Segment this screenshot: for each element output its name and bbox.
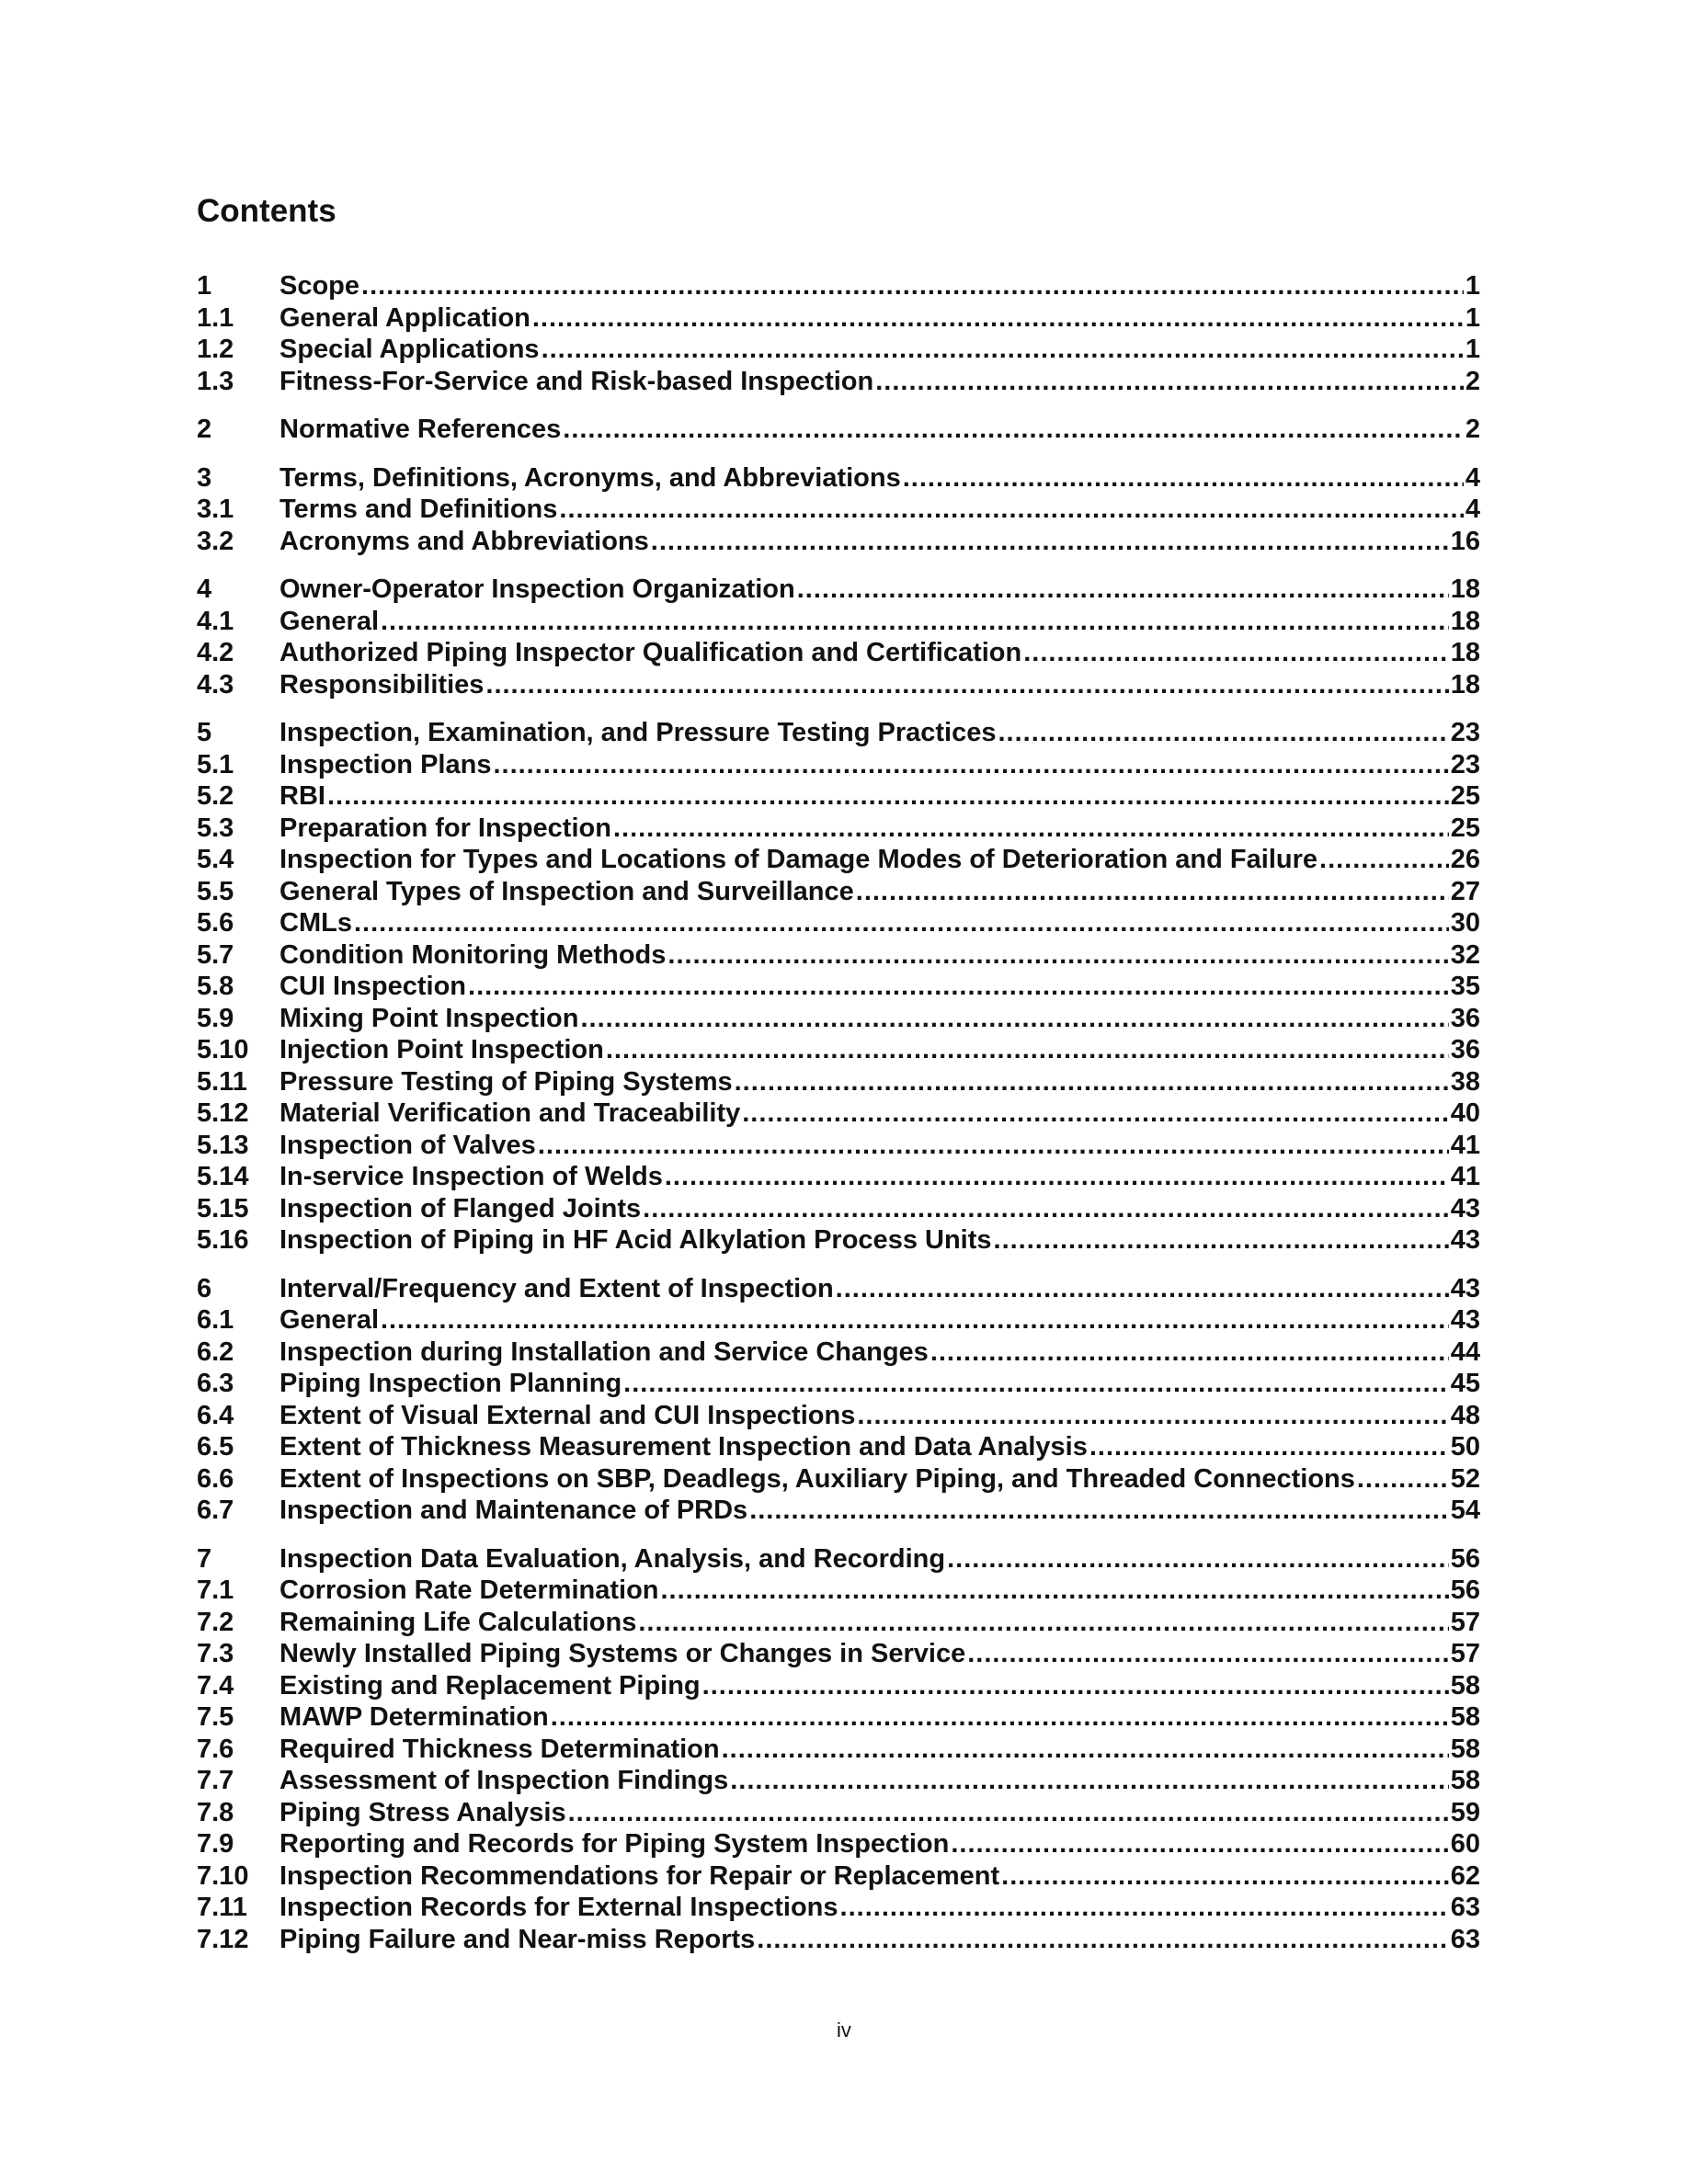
- toc-entry[interactable]: [197, 1765, 1480, 1797]
- toc-entry[interactable]: [197, 1224, 1480, 1257]
- toc-entry-page[interactable]: 1: [1465, 302, 1480, 333]
- toc-entry-page[interactable]: 1: [1465, 271, 1480, 301]
- toc-entry-number: 4.1: [197, 606, 234, 636]
- toc-entry[interactable]: [197, 366, 1480, 398]
- toc-entry-page[interactable]: 26: [1450, 845, 1480, 874]
- toc-entry-title[interactable]: Extent of Visual External and CUI Inspections: [279, 1400, 856, 1430]
- toc-entry-title[interactable]: CUI Inspection: [279, 972, 467, 1001]
- toc-entry[interactable]: [197, 1701, 1480, 1734]
- toc-entry[interactable]: [197, 1161, 1480, 1193]
- toc-entry-number: 5.15: [197, 1193, 249, 1223]
- toc-entry[interactable]: [197, 1892, 1480, 1924]
- toc-entry-number: 1.2: [197, 335, 234, 364]
- toc-entry-title[interactable]: Inspection during Installation and Service Changes: [279, 1337, 929, 1367]
- toc-entry-number: 7.5: [197, 1702, 234, 1732]
- toc-entry-number: 5: [197, 718, 212, 747]
- toc-entry-title[interactable]: Responsibilities: [279, 669, 485, 700]
- toc-entry-page[interactable]: 18: [1450, 606, 1480, 636]
- toc-entry-title[interactable]: Piping Inspection Planning: [279, 1369, 622, 1398]
- toc-dot-leader: [485, 669, 1448, 701]
- toc-entry-title[interactable]: Normative References: [279, 415, 562, 444]
- toc-dot-leader: [967, 1638, 1449, 1670]
- toc-entry[interactable]: [197, 462, 1480, 495]
- toc-entry-title[interactable]: Piping Stress Analysis: [279, 1797, 566, 1827]
- toc-entry-page[interactable]: 35: [1450, 972, 1480, 1001]
- toc-entry-title[interactable]: General: [279, 1305, 379, 1335]
- toc-dot-leader: [559, 494, 1463, 526]
- toc-dot-leader: [638, 1607, 1448, 1639]
- toc-entry-title[interactable]: Inspection and Maintenance of PRDs: [279, 1496, 748, 1525]
- toc-dot-leader: [643, 1193, 1449, 1225]
- toc-entry-title[interactable]: Fitness-For-Service and Risk-based Inspection: [279, 366, 874, 396]
- toc-section-group: [197, 1543, 1480, 1956]
- toc-entry-page[interactable]: 52: [1450, 1463, 1480, 1494]
- toc-entry-number: 4.2: [197, 638, 234, 667]
- toc-dot-leader: [542, 334, 1464, 366]
- toc-entry-title[interactable]: Special Applications: [279, 335, 540, 364]
- toc-entry-page[interactable]: 59: [1450, 1797, 1480, 1827]
- toc-entry[interactable]: [197, 1337, 1480, 1369]
- toc-dot-leader: [1023, 637, 1449, 669]
- toc-dot-leader: [1319, 844, 1449, 876]
- page-number: iv: [837, 2019, 851, 2042]
- toc-entry-page[interactable]: 43: [1450, 1305, 1480, 1335]
- toc-dot-leader: [875, 366, 1464, 398]
- toc-entry-number: 5.6: [197, 908, 234, 938]
- toc-entry-number: 7.8: [197, 1797, 234, 1827]
- toc-entry-number: 4: [197, 574, 212, 604]
- toc-entry-title[interactable]: Extent of Thickness Measurement Inspection and Data Analysis: [279, 1432, 1088, 1462]
- toc-entry-page[interactable]: 32: [1450, 939, 1480, 970]
- toc-dot-leader: [730, 1765, 1448, 1797]
- toc-dot-leader: [1089, 1431, 1449, 1463]
- toc-dot-leader: [580, 1003, 1448, 1035]
- toc-entry[interactable]: [197, 606, 1480, 638]
- toc-entry-title[interactable]: Preparation for Inspection: [279, 813, 611, 843]
- toc-dot-leader: [797, 574, 1449, 606]
- toc-entry[interactable]: [197, 844, 1480, 876]
- toc-entry[interactable]: [197, 1034, 1480, 1066]
- toc-entry-page[interactable]: 38: [1450, 1066, 1480, 1097]
- toc-entry[interactable]: [197, 749, 1480, 781]
- toc-entry-title[interactable]: Mixing Point Inspection: [279, 1003, 579, 1033]
- toc-dot-leader: [354, 907, 1449, 939]
- toc-entry-title[interactable]: Reporting and Records for Piping System Inspection: [279, 1829, 950, 1859]
- toc-entry-number: 3.2: [197, 526, 234, 556]
- toc-entry[interactable]: [197, 876, 1480, 908]
- toc-entry-title[interactable]: Acronyms and Abbreviations: [279, 526, 649, 556]
- toc-entry-page[interactable]: 44: [1450, 1337, 1480, 1367]
- toc-entry-title[interactable]: General: [279, 606, 379, 636]
- toc-entry-number: 5.8: [197, 972, 234, 1001]
- toc-entry-page[interactable]: 58: [1450, 1670, 1480, 1701]
- toc-entry[interactable]: [197, 1368, 1480, 1400]
- toc-entry-title[interactable]: Material Verification and Traceability: [279, 1098, 741, 1128]
- toc-dot-leader: [381, 1304, 1449, 1337]
- toc-dot-leader: [551, 1701, 1449, 1734]
- toc-entry-number: 7.3: [197, 1639, 234, 1668]
- toc-entry-number: 6.1: [197, 1305, 234, 1335]
- toc-entry-page[interactable]: 27: [1450, 876, 1480, 906]
- toc-dot-leader: [998, 717, 1449, 749]
- toc-dot-leader: [951, 1828, 1448, 1860]
- toc-dot-leader: [538, 1130, 1449, 1162]
- toc-dot-leader: [994, 1224, 1449, 1257]
- toc-entry-page[interactable]: 36: [1450, 1003, 1480, 1033]
- toc-entry-title[interactable]: CMLs: [279, 908, 352, 938]
- toc-entry-page[interactable]: 43: [1450, 1273, 1480, 1303]
- toc-dot-leader: [606, 1034, 1449, 1066]
- toc-entry-title[interactable]: Assessment of Inspection Findings: [279, 1766, 729, 1795]
- toc-dot-leader: [903, 462, 1464, 495]
- toc-entry-page[interactable]: 18: [1450, 638, 1480, 667]
- toc-entry-page[interactable]: 41: [1450, 1130, 1480, 1160]
- toc-dot-leader: [757, 1924, 1448, 1956]
- toc-dot-leader: [381, 606, 1449, 638]
- toc-entry-title[interactable]: Injection Point Inspection: [279, 1035, 604, 1064]
- toc-dot-leader: [361, 270, 1464, 302]
- toc-dot-leader: [930, 1337, 1449, 1369]
- toc-entry-number: 6.2: [197, 1337, 234, 1367]
- toc-entry[interactable]: [197, 1003, 1480, 1035]
- toc-entry-title[interactable]: Condition Monitoring Methods: [279, 939, 667, 970]
- toc-dot-leader: [327, 780, 1449, 813]
- page-title: Contents: [197, 193, 336, 229]
- toc-entry-number: 7.12: [197, 1924, 249, 1954]
- toc-entry[interactable]: [197, 334, 1480, 366]
- toc-entry[interactable]: [197, 1797, 1480, 1829]
- toc-entry-page[interactable]: 43: [1450, 1193, 1480, 1223]
- toc-dot-leader: [722, 1734, 1449, 1766]
- toc-dot-leader: [665, 1161, 1449, 1193]
- toc-entry-title[interactable]: Inspection Recommendations for Repair or Replacement: [279, 1860, 1000, 1891]
- toc-entry-page[interactable]: 58: [1450, 1734, 1480, 1764]
- toc-section-group: [197, 270, 1480, 397]
- toc-dot-leader: [840, 1892, 1449, 1924]
- toc-entry[interactable]: [197, 669, 1480, 701]
- toc-entry[interactable]: [197, 1924, 1480, 1956]
- toc-entry-page[interactable]: 1: [1465, 335, 1480, 364]
- toc-entry[interactable]: [197, 907, 1480, 939]
- toc-dot-leader: [742, 1098, 1448, 1130]
- toc-entry-title[interactable]: Inspection of Flanged Joints: [279, 1193, 642, 1223]
- toc-entry-number: 7.7: [197, 1766, 234, 1795]
- toc-entry-number: 5.3: [197, 813, 234, 843]
- toc-entry-number: 6.5: [197, 1432, 234, 1462]
- toc-entry[interactable]: [197, 939, 1480, 972]
- toc-entry-number: 5.2: [197, 781, 234, 811]
- toc-dot-leader: [856, 876, 1449, 908]
- toc-entry[interactable]: [197, 1304, 1480, 1337]
- toc-entry-title[interactable]: Inspection of Valves: [279, 1130, 536, 1160]
- toc-entry-title[interactable]: Inspection Plans: [279, 749, 492, 779]
- toc-entry-page[interactable]: 56: [1450, 1575, 1480, 1605]
- toc-entry-number: 1.1: [197, 302, 234, 333]
- toc-dot-leader: [749, 1495, 1449, 1527]
- toc-entry-page[interactable]: 36: [1450, 1035, 1480, 1064]
- toc-entry-number: 3.1: [197, 495, 234, 524]
- toc-entry[interactable]: [197, 1400, 1480, 1432]
- toc-entry-title[interactable]: Required Thickness Determination: [279, 1734, 720, 1764]
- toc-entry-number: 1.3: [197, 366, 234, 396]
- toc-entry-page[interactable]: 23: [1450, 718, 1480, 747]
- toc-entry[interactable]: [197, 494, 1480, 526]
- toc-entry-page[interactable]: 4: [1465, 462, 1480, 493]
- toc-entry[interactable]: [197, 1273, 1480, 1305]
- table-of-contents: [197, 270, 1480, 1972]
- toc-dot-leader: [1357, 1463, 1449, 1496]
- toc-entry-page[interactable]: 25: [1450, 813, 1480, 843]
- toc-entry-title[interactable]: MAWP Determination: [279, 1702, 549, 1732]
- toc-entry-page[interactable]: 43: [1450, 1225, 1480, 1255]
- toc-entry-title[interactable]: Corrosion Rate Determination: [279, 1575, 659, 1605]
- toc-entry[interactable]: [197, 1098, 1480, 1130]
- toc-entry[interactable]: [197, 971, 1480, 1003]
- toc-entry-title[interactable]: Inspection for Types and Locations of Damage Modes of Deterioration and Failure: [279, 845, 1318, 874]
- toc-section-group: [197, 1273, 1480, 1527]
- toc-entry-number: 7.6: [197, 1734, 234, 1764]
- toc-entry-title[interactable]: RBI: [279, 781, 325, 811]
- toc-entry-title[interactable]: Interval/Frequency and Extent of Inspection: [279, 1273, 834, 1303]
- toc-entry-page[interactable]: 54: [1450, 1496, 1480, 1525]
- toc-entry[interactable]: [197, 1543, 1480, 1575]
- toc-entry-number: 6.4: [197, 1400, 234, 1430]
- toc-entry-number: 2: [197, 415, 212, 444]
- toc-entry[interactable]: [197, 1066, 1480, 1098]
- toc-entry[interactable]: [197, 780, 1480, 813]
- toc-entry-number: 6.3: [197, 1369, 234, 1398]
- toc-entry[interactable]: [197, 1130, 1480, 1162]
- toc-entry-number: 6: [197, 1273, 212, 1303]
- toc-dot-leader: [661, 1575, 1449, 1607]
- toc-entry-page[interactable]: 48: [1450, 1400, 1480, 1430]
- toc-entry[interactable]: [197, 1495, 1480, 1527]
- toc-entry[interactable]: [197, 414, 1480, 446]
- toc-dot-leader: [532, 302, 1464, 335]
- toc-entry-title[interactable]: General Application: [279, 302, 530, 333]
- toc-entry-page[interactable]: 45: [1450, 1369, 1480, 1398]
- toc-entry-number: 5.9: [197, 1003, 234, 1033]
- toc-entry-number: 3: [197, 462, 212, 493]
- toc-entry-title[interactable]: Newly Installed Piping Systems or Changes in Service: [279, 1639, 966, 1668]
- toc-entry[interactable]: [197, 1860, 1480, 1893]
- toc-entry-title[interactable]: Extent of Inspections on SBP, Deadlegs, Auxiliary Piping, and Threaded Connections: [279, 1463, 1355, 1494]
- toc-entry-number: 5.5: [197, 876, 234, 906]
- toc-entry-page[interactable]: 62: [1450, 1860, 1480, 1891]
- toc-entry-page[interactable]: 58: [1450, 1702, 1480, 1732]
- toc-entry-number: 5.14: [197, 1162, 249, 1191]
- toc-dot-leader: [702, 1670, 1449, 1702]
- toc-entry-title[interactable]: Scope: [279, 271, 360, 301]
- toc-entry-title[interactable]: Inspection of Piping in HF Acid Alkylation Process Units: [279, 1225, 992, 1255]
- toc-entry-number: 5.11: [197, 1066, 247, 1097]
- toc-entry-title[interactable]: Existing and Replacement Piping: [279, 1670, 701, 1701]
- toc-entry-title[interactable]: Inspection Records for External Inspections: [279, 1893, 838, 1922]
- toc-entry-number: 5.16: [197, 1225, 249, 1255]
- toc-entry[interactable]: [197, 1734, 1480, 1766]
- toc-entry-number: 7.11: [197, 1893, 247, 1922]
- toc-dot-leader: [563, 414, 1464, 446]
- toc-entry-number: 7.10: [197, 1860, 249, 1891]
- toc-entry-title[interactable]: Owner-Operator Inspection Organization: [279, 574, 795, 604]
- toc-entry-number: 7.1: [197, 1575, 234, 1605]
- toc-entry-title[interactable]: In-service Inspection of Welds: [279, 1162, 663, 1191]
- toc-entry[interactable]: [197, 717, 1480, 749]
- toc-dot-leader: [1001, 1860, 1449, 1893]
- toc-entry-page[interactable]: 16: [1450, 526, 1480, 556]
- toc-entry-number: 7.2: [197, 1607, 234, 1637]
- toc-entry-page[interactable]: 2: [1465, 366, 1480, 396]
- toc-entry[interactable]: [197, 637, 1480, 669]
- toc-entry-page[interactable]: 58: [1450, 1766, 1480, 1795]
- toc-entry[interactable]: [197, 270, 1480, 302]
- toc-entry-number: 6.7: [197, 1496, 234, 1525]
- toc-entry-page[interactable]: 57: [1450, 1607, 1480, 1637]
- toc-dot-leader: [623, 1368, 1449, 1400]
- toc-dot-leader: [735, 1066, 1449, 1098]
- toc-entry-title[interactable]: Inspection, Examination, and Pressure Testing Practices: [279, 718, 997, 747]
- toc-section-group: [197, 717, 1480, 1257]
- toc-entry[interactable]: [197, 1575, 1480, 1607]
- toc-entry-page[interactable]: 23: [1450, 749, 1480, 779]
- toc-entry-number: 7.4: [197, 1670, 234, 1701]
- toc-dot-leader: [493, 749, 1448, 781]
- toc-entry-number: 7.9: [197, 1829, 234, 1859]
- toc-entry-title[interactable]: General Types of Inspection and Surveillance: [279, 876, 854, 906]
- toc-entry[interactable]: [197, 1670, 1480, 1702]
- toc-entry-page[interactable]: 60: [1450, 1829, 1480, 1859]
- toc-entry[interactable]: [197, 813, 1480, 845]
- toc-entry-number: 7: [197, 1543, 212, 1574]
- toc-entry-title[interactable]: Terms and Definitions: [279, 495, 558, 524]
- toc-entry[interactable]: [197, 1607, 1480, 1639]
- toc-entry-page[interactable]: 50: [1450, 1432, 1480, 1462]
- toc-dot-leader: [651, 526, 1449, 558]
- toc-entry-title[interactable]: Pressure Testing of Piping Systems: [279, 1066, 733, 1097]
- toc-entry-page[interactable]: 25: [1450, 781, 1480, 811]
- toc-entry-number: 4.3: [197, 669, 234, 700]
- toc-entry-number: 5.12: [197, 1098, 249, 1128]
- toc-entry-page[interactable]: 18: [1450, 574, 1480, 604]
- toc-entry[interactable]: [197, 1431, 1480, 1463]
- toc-entry-number: 5.13: [197, 1130, 249, 1160]
- toc-entry-number: 6.6: [197, 1463, 234, 1494]
- toc-dot-leader: [947, 1543, 1449, 1575]
- toc-entry-page[interactable]: 56: [1450, 1543, 1480, 1574]
- toc-entry-page[interactable]: 63: [1450, 1924, 1480, 1954]
- toc-dot-leader: [468, 971, 1449, 1003]
- toc-entry-title[interactable]: Remaining Life Calculations: [279, 1607, 637, 1637]
- toc-dot-leader: [836, 1273, 1449, 1305]
- toc-entry-page[interactable]: 18: [1450, 669, 1480, 700]
- toc-dot-leader: [613, 813, 1449, 845]
- toc-entry[interactable]: [197, 1828, 1480, 1860]
- toc-entry[interactable]: [197, 1638, 1480, 1670]
- toc-entry-number: 5.10: [197, 1035, 249, 1064]
- toc-dot-leader: [667, 939, 1448, 972]
- toc-dot-leader: [568, 1797, 1449, 1829]
- toc-entry-title[interactable]: Terms, Definitions, Acronyms, and Abbreviations: [279, 462, 901, 493]
- toc-entry[interactable]: [197, 1463, 1480, 1496]
- toc-entry-page[interactable]: 63: [1450, 1893, 1480, 1922]
- toc-dot-leader: [857, 1400, 1448, 1432]
- toc-entry-title[interactable]: Piping Failure and Near-miss Reports: [279, 1924, 756, 1954]
- toc-entry[interactable]: [197, 526, 1480, 558]
- toc-entry[interactable]: [197, 1193, 1480, 1225]
- toc-section-group: [197, 574, 1480, 700]
- toc-entry-page[interactable]: 40: [1450, 1098, 1480, 1128]
- toc-entry-page[interactable]: 2: [1465, 415, 1480, 444]
- toc-section-group: [197, 414, 1480, 446]
- toc-entry-number: 5.4: [197, 845, 234, 874]
- toc-entry[interactable]: [197, 574, 1480, 606]
- toc-entry-page[interactable]: 41: [1450, 1162, 1480, 1191]
- toc-entry-page[interactable]: 30: [1450, 908, 1480, 938]
- toc-entry-number: 5.1: [197, 749, 234, 779]
- toc-entry-page[interactable]: 4: [1465, 495, 1480, 524]
- toc-entry-page[interactable]: 57: [1450, 1639, 1480, 1668]
- toc-section-group: [197, 462, 1480, 558]
- toc-entry[interactable]: [197, 302, 1480, 335]
- toc-entry-title[interactable]: Inspection Data Evaluation, Analysis, and Recording: [279, 1543, 946, 1574]
- toc-entry-number: 1: [197, 271, 212, 301]
- toc-entry-title[interactable]: Authorized Piping Inspector Qualification and Certification: [279, 638, 1022, 667]
- toc-entry-number: 5.7: [197, 939, 234, 970]
